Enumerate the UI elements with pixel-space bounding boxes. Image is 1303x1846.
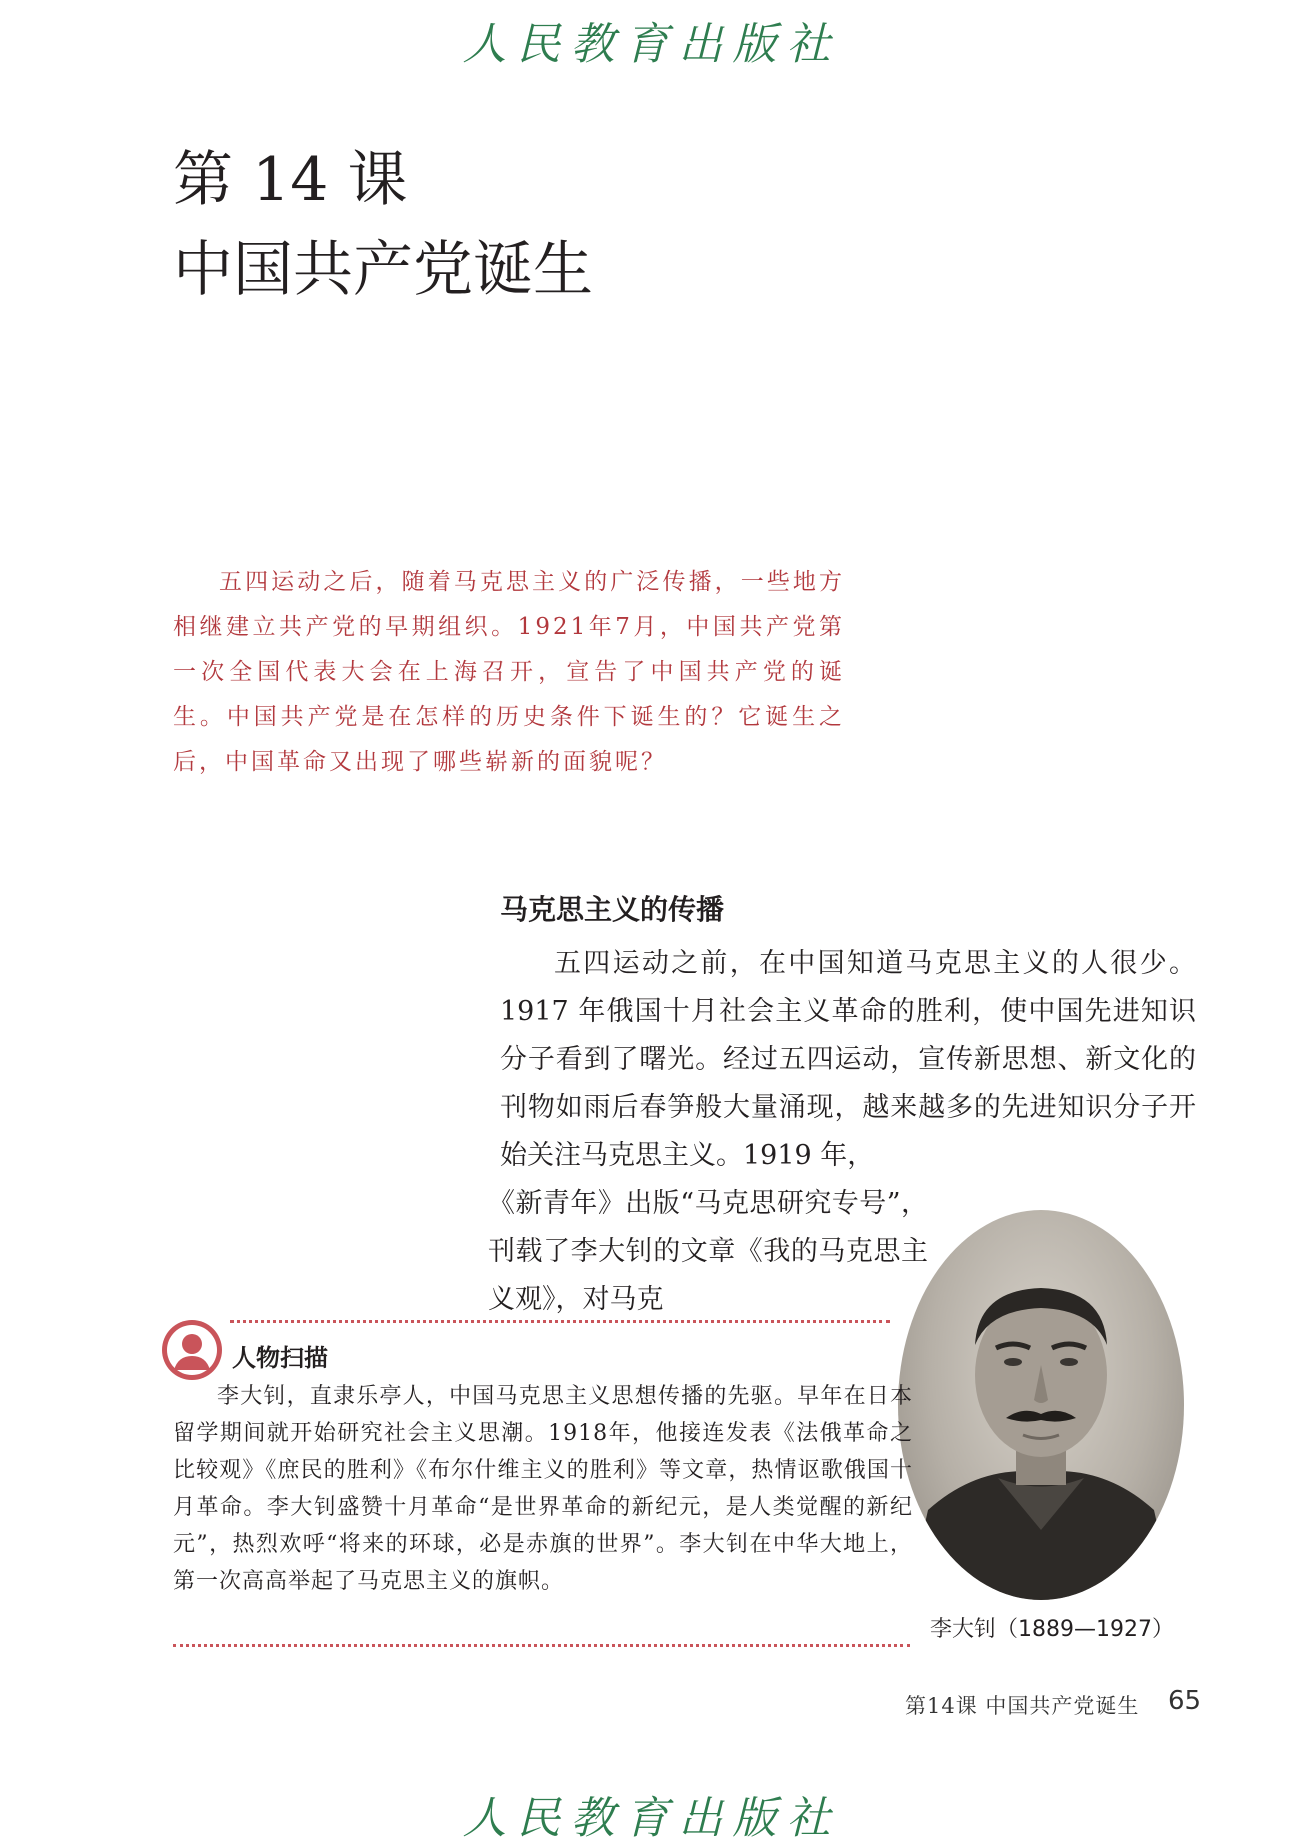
- section-heading: 马克思主义的传播: [500, 893, 725, 926]
- person-icon: [160, 1318, 224, 1382]
- portrait-caption: 李大钊（1889—1927）: [930, 1617, 1174, 1642]
- body-paragraph-continued: 《新青年》出版“马克思研究专号”，刊载了李大钊的文章《我的马克思主义观》，对马克: [488, 1188, 928, 1315]
- divider-dotted-top: [230, 1320, 890, 1323]
- footer-lesson-label: 第14课 中国共产党诞生: [905, 1694, 1140, 1718]
- lesson-title: 中国共产党诞生: [173, 235, 593, 305]
- page-number: 65: [1168, 1686, 1202, 1716]
- intro-text: 五四运动之后，随着马克思主义的广泛传播，一些地方相继建立共产党的早期组织。1921年7月，中国共产党第一次全国代表大会在上海召开，宣告了中国共产党的诞生。中国共产党是在怎样的历史条件下诞生的？它诞生之后，中国革命又出现了哪些崭新的面貌呢？: [173, 569, 845, 775]
- publisher-header: 人民教育出版社: [462, 19, 841, 70]
- body-text: [500, 940, 1196, 1180]
- figure-scan-title: 人物扫描: [232, 1344, 328, 1372]
- intro-block: [173, 560, 845, 785]
- figure-scan-box: [173, 1378, 913, 1600]
- portrait-figure: [898, 1210, 1184, 1600]
- divider-dotted-bottom: [173, 1644, 910, 1647]
- lesson-number: 第 14 课: [173, 145, 408, 215]
- publisher-footer: 人民教育出版社: [462, 1793, 841, 1844]
- body-paragraph: 五四运动之前，在中国知道马克思主义的人很少。1917 年俄国十月社会主义革命的胜利，使中国先进知识分子看到了曙光。经过五四运动，宣传新思想、新文化的刊物如雨后春笋般大量涌现，越来越多的先进知识分子开始关注马克思主义。1919 年，: [500, 948, 1196, 1171]
- portrait-photo: [898, 1210, 1184, 1600]
- figure-scan-text: 李大钊，直隶乐亭人，中国马克思主义思想传播的先驱。早年在日本留学期间就开始研究社会主义思潮。1918年，他接连发表《法俄革命之比较观》《庶民的胜利》《布尔什维主义的胜利》等文章，热情讴歌俄国十月革命。李大钊盛赞十月革命“是世界革命的新纪元，是人类觉醒的新纪元”，热烈欢呼“将来的环球，必是赤旗的世界”。李大钊在中华大地上，第一次高高举起了马克思主义的旗帜。: [173, 1384, 913, 1594]
- body-text-narrow: [488, 1180, 928, 1324]
